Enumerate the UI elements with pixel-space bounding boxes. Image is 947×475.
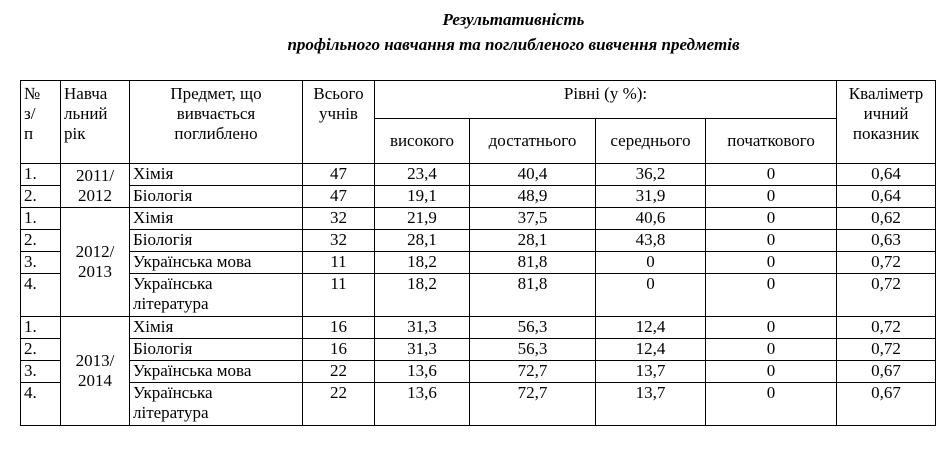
cell-sufficient: 56,3	[470, 317, 596, 339]
cell-num: 2.	[21, 186, 61, 208]
cell-qualimetric: 0,67	[837, 361, 936, 383]
cell-medium: 0	[596, 252, 706, 274]
results-table	[20, 80, 936, 426]
cell-num: 3.	[21, 252, 61, 274]
cell-subject: Біологія	[130, 186, 303, 208]
header-sufficient: достатнього	[470, 119, 596, 164]
cell-sufficient: 72,7	[470, 383, 596, 426]
cell-num: 4.	[21, 274, 61, 317]
cell-sufficient: 37,5	[470, 208, 596, 230]
table-row	[21, 208, 936, 230]
cell-sufficient: 48,9	[470, 186, 596, 208]
table-row	[21, 274, 936, 317]
cell-num: 1.	[21, 208, 61, 230]
cell-medium: 12,4	[596, 339, 706, 361]
table-row	[21, 361, 936, 383]
cell-medium: 43,8	[596, 230, 706, 252]
cell-high: 28,1	[375, 230, 470, 252]
header-qualimetric: Кваліметр ичний показник	[837, 81, 936, 164]
cell-medium: 40,6	[596, 208, 706, 230]
cell-year: 2011/ 2012	[61, 164, 130, 208]
cell-initial: 0	[706, 252, 837, 274]
table-subtitle: профільного навчання та поглибленого вивчення предметів	[287, 35, 740, 54]
cell-medium: 0	[596, 274, 706, 317]
cell-medium: 13,7	[596, 361, 706, 383]
cell-high: 31,3	[375, 317, 470, 339]
table-row	[21, 230, 936, 252]
cell-total: 11	[303, 274, 375, 317]
cell-initial: 0	[706, 361, 837, 383]
header-num: № з/ п	[21, 81, 61, 164]
cell-sufficient: 72,7	[470, 361, 596, 383]
cell-num: 3.	[21, 361, 61, 383]
header-subject: Предмет, що вивчається поглиблено	[130, 81, 303, 164]
cell-total: 16	[303, 317, 375, 339]
cell-initial: 0	[706, 164, 837, 186]
cell-subject: Біологія	[130, 230, 303, 252]
cell-total: 11	[303, 252, 375, 274]
table-row	[21, 383, 936, 426]
table-row	[21, 164, 936, 186]
cell-medium: 13,7	[596, 383, 706, 426]
cell-sufficient: 40,4	[470, 164, 596, 186]
cell-sufficient: 56,3	[470, 339, 596, 361]
table-row	[21, 186, 936, 208]
table-row	[21, 317, 936, 339]
cell-initial: 0	[706, 208, 837, 230]
table-body	[21, 164, 936, 426]
cell-subject: Хімія	[130, 164, 303, 186]
cell-high: 21,9	[375, 208, 470, 230]
cell-medium: 12,4	[596, 317, 706, 339]
cell-sufficient: 28,1	[470, 230, 596, 252]
cell-qualimetric: 0,63	[837, 230, 936, 252]
cell-high: 13,6	[375, 361, 470, 383]
cell-subject: Українська література	[130, 383, 303, 426]
cell-total: 32	[303, 230, 375, 252]
cell-qualimetric: 0,64	[837, 186, 936, 208]
cell-num: 4.	[21, 383, 61, 426]
cell-high: 19,1	[375, 186, 470, 208]
cell-qualimetric: 0,72	[837, 252, 936, 274]
cell-sufficient: 81,8	[470, 252, 596, 274]
cell-total: 22	[303, 383, 375, 426]
cell-sufficient: 81,8	[470, 274, 596, 317]
cell-subject: Українська мова	[130, 252, 303, 274]
cell-total: 47	[303, 164, 375, 186]
cell-num: 2.	[21, 230, 61, 252]
header-total: Всього учнів	[303, 81, 375, 164]
cell-total: 22	[303, 361, 375, 383]
cell-high: 18,2	[375, 252, 470, 274]
cell-subject: Біологія	[130, 339, 303, 361]
cell-qualimetric: 0,67	[837, 383, 936, 426]
cell-num: 1.	[21, 317, 61, 339]
table-row	[21, 339, 936, 361]
cell-num: 1.	[21, 164, 61, 186]
cell-initial: 0	[706, 274, 837, 317]
table-row	[21, 252, 936, 274]
cell-total: 32	[303, 208, 375, 230]
cell-total: 16	[303, 339, 375, 361]
cell-initial: 0	[706, 230, 837, 252]
cell-qualimetric: 0,64	[837, 164, 936, 186]
cell-qualimetric: 0,72	[837, 339, 936, 361]
table-title: Результативність	[442, 10, 585, 29]
cell-subject: Українська література	[130, 274, 303, 317]
cell-high: 13,6	[375, 383, 470, 426]
cell-initial: 0	[706, 186, 837, 208]
cell-total: 47	[303, 186, 375, 208]
cell-medium: 36,2	[596, 164, 706, 186]
cell-subject: Українська мова	[130, 361, 303, 383]
cell-year: 2012/ 2013	[61, 208, 130, 317]
cell-high: 23,4	[375, 164, 470, 186]
cell-initial: 0	[706, 383, 837, 426]
cell-num: 2.	[21, 339, 61, 361]
cell-initial: 0	[706, 317, 837, 339]
cell-subject: Хімія	[130, 208, 303, 230]
header-high: високого	[375, 119, 470, 164]
cell-medium: 31,9	[596, 186, 706, 208]
cell-high: 18,2	[375, 274, 470, 317]
header-medium: середнього	[596, 119, 706, 164]
cell-initial: 0	[706, 339, 837, 361]
header-year: Навча льний рік	[61, 81, 130, 164]
cell-qualimetric: 0,72	[837, 317, 936, 339]
cell-high: 31,3	[375, 339, 470, 361]
header-levels: Рівні (у %):	[375, 81, 837, 119]
cell-qualimetric: 0,62	[837, 208, 936, 230]
cell-qualimetric: 0,72	[837, 274, 936, 317]
header-initial: початкового	[706, 119, 837, 164]
cell-subject: Хімія	[130, 317, 303, 339]
cell-year: 2013/ 2014	[61, 317, 130, 426]
